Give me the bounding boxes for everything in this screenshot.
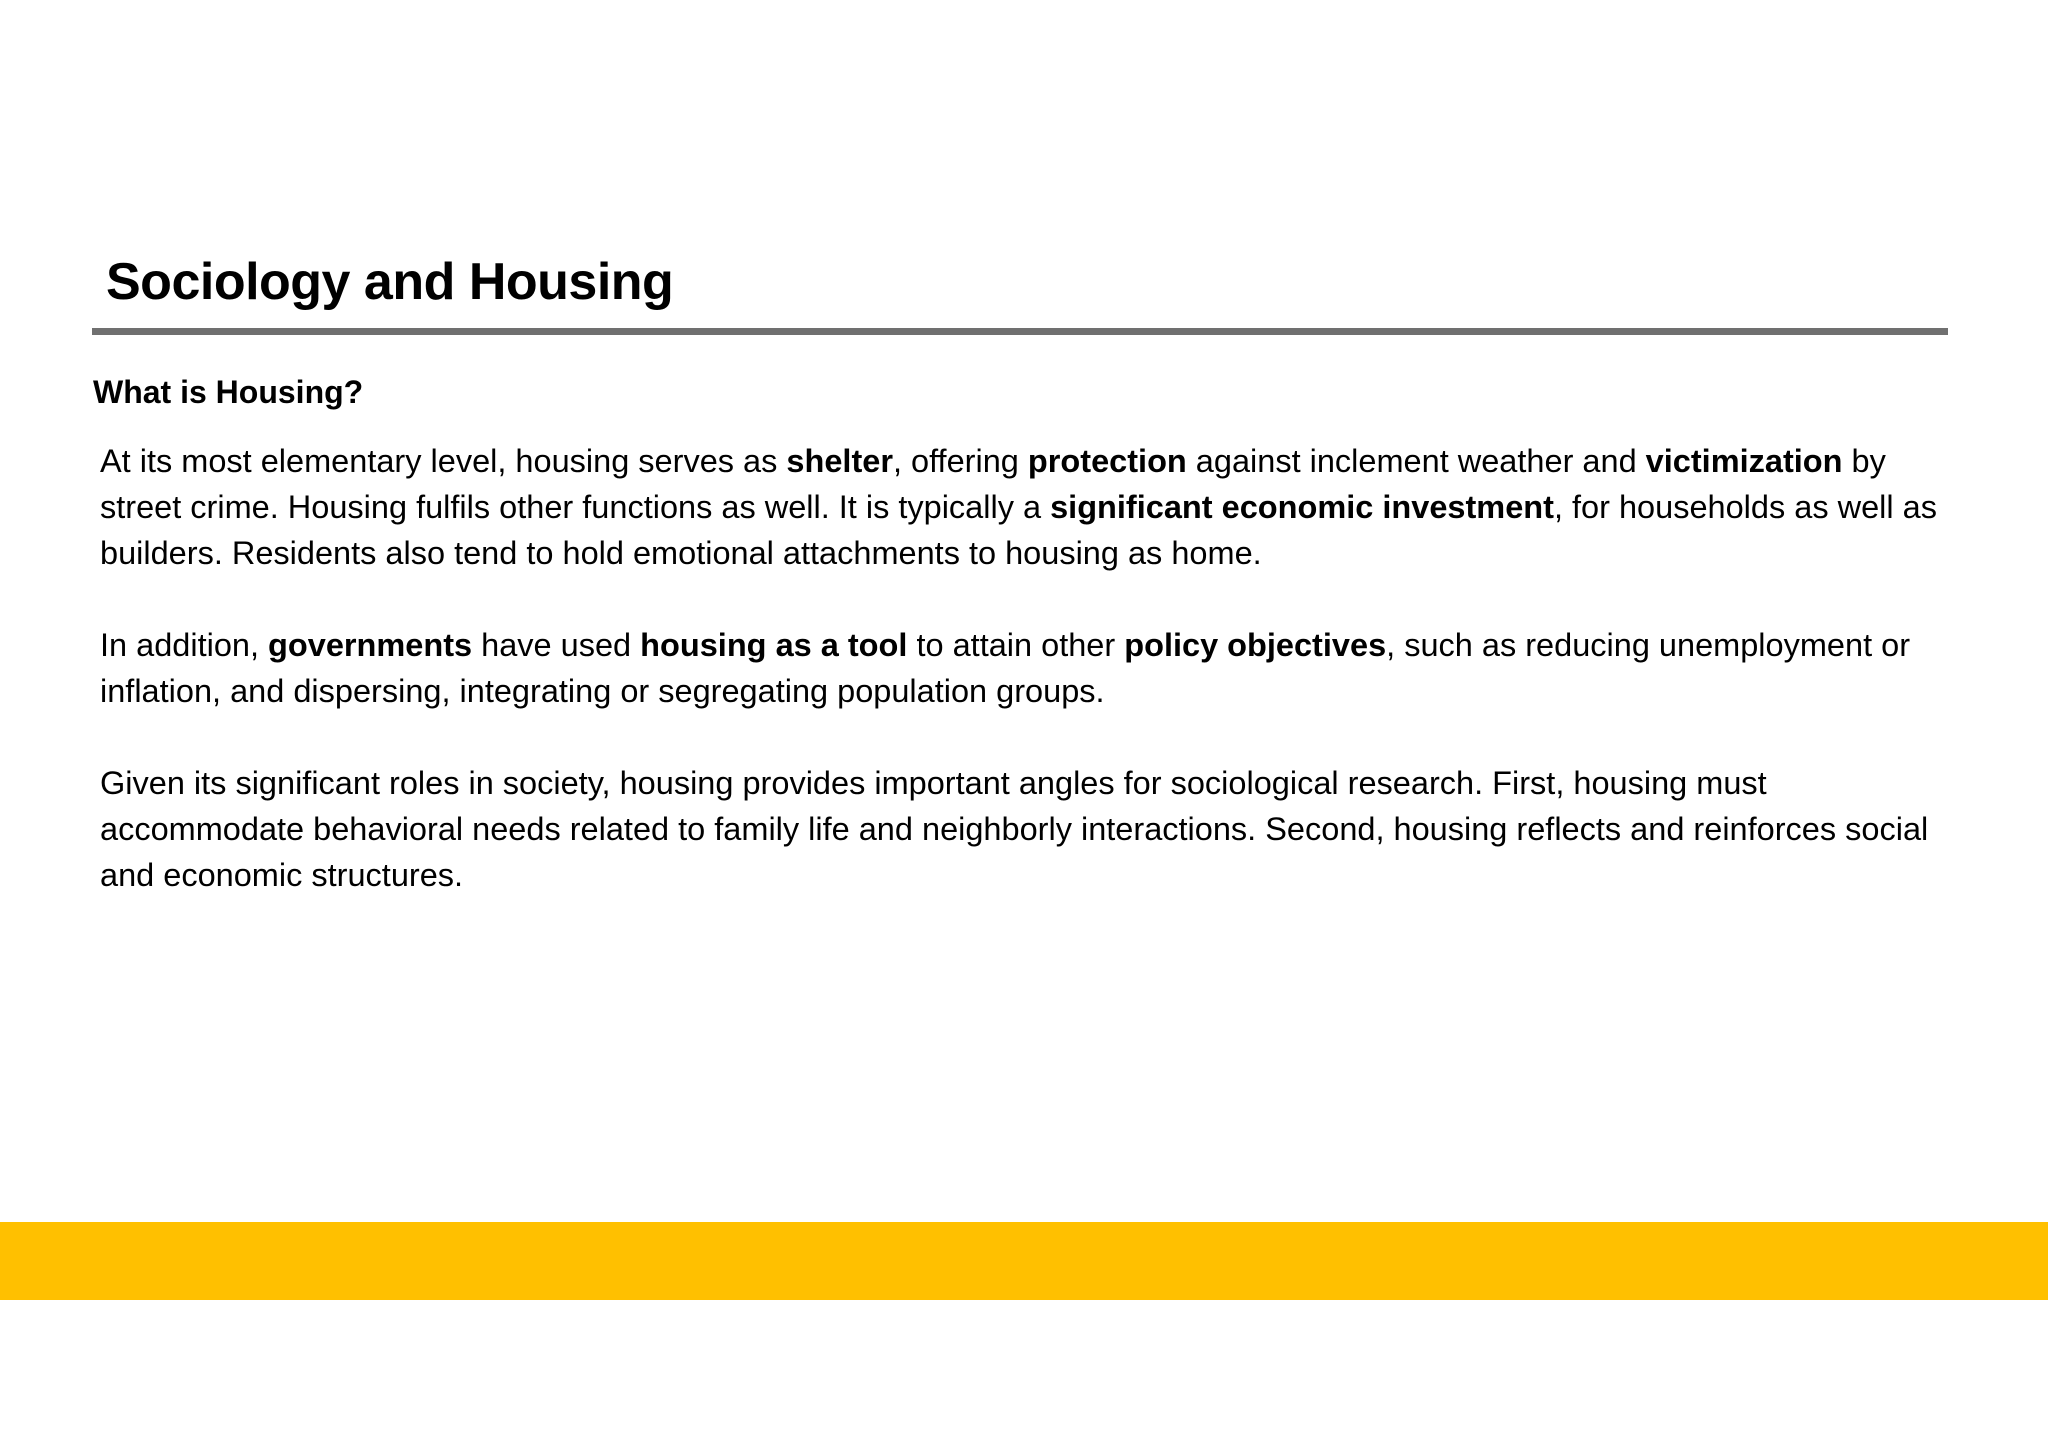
paragraph-text: , for households as well as builders. Residents also tend to hold emotional attachments to housing as home.	[100, 489, 1937, 571]
section-heading: What is Housing?	[93, 374, 364, 410]
paragraph-text: by street crime. Housing fulfils other functions as well. It is typically a	[100, 443, 1886, 525]
body-paragraph	[100, 622, 1960, 714]
body-text	[100, 438, 1960, 944]
paragraph-text: Given its significant roles in society, housing provides important angles for sociological research. First, housing must accommodate behavioral needs related to family life and neighborly interactions. Second, housing reflects and reinforces social and economic structures.	[100, 765, 1929, 893]
paragraph-text: have used	[472, 627, 641, 663]
bold-term: victimization	[1645, 443, 1843, 479]
bold-term: significant economic investment	[1050, 489, 1554, 525]
bold-term: housing as a tool	[640, 627, 908, 663]
paragraph-text: , such as reducing unemployment or inflation, and dispersing, integrating or segregating population groups.	[100, 627, 1911, 709]
paragraph-text: At its most elementary level, housing serves as	[100, 443, 787, 479]
body-paragraph	[100, 438, 1960, 576]
bold-term: protection	[1027, 443, 1187, 479]
paragraph-text: , offering	[892, 443, 1028, 479]
bold-term: policy objectives	[1124, 627, 1387, 663]
slide-title: Sociology and Housing	[106, 253, 674, 311]
paragraph-text: In addition,	[100, 627, 269, 663]
bold-term: governments	[268, 627, 473, 663]
paragraph-text: against inclement weather and	[1186, 443, 1646, 479]
title-divider	[92, 328, 1948, 335]
paragraph-text: to attain other	[907, 627, 1125, 663]
bold-term: shelter	[786, 443, 893, 479]
body-paragraph	[100, 760, 1960, 898]
footer-accent-band	[0, 1222, 2048, 1300]
